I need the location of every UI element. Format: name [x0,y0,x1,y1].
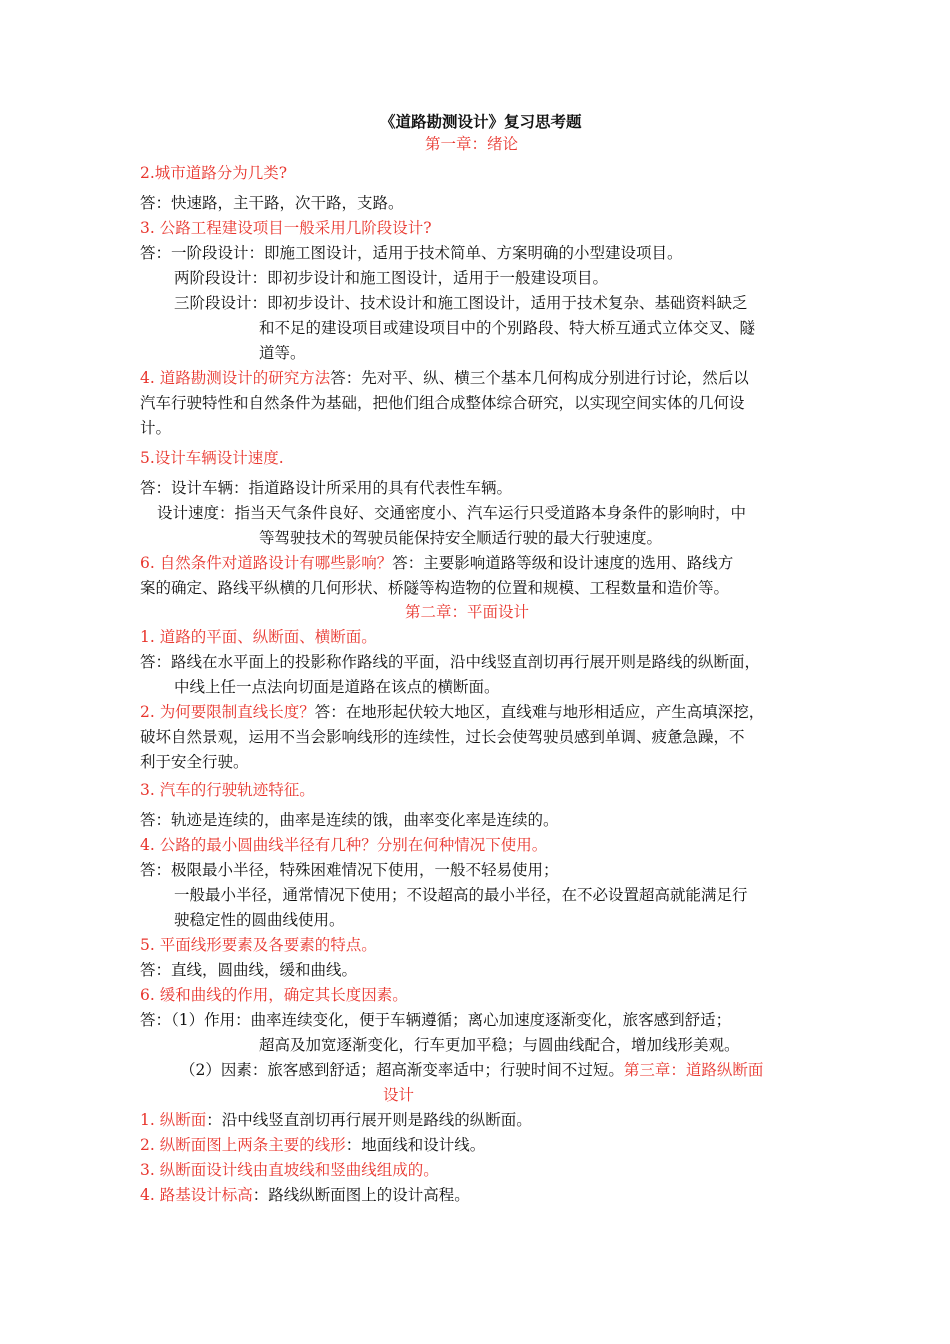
ch3-answer-2: ：地面线和设计线。 [345,1136,486,1154]
answer-3-line-4: 和不足的建设项目或建设项目中的个别路段、特大桥互通式立体交叉、隧 [259,319,756,337]
chapter-1-heading: 第一章：绪论 [425,135,519,153]
ch2-question-3: 3. 汽车的行驶轨迹特征。 [140,781,315,799]
ch2-answer-4-line-2: 一般最小半径，通常情况下使用；不设超高的最小半径，在不必设置超高就能满足行 [174,886,748,904]
ch2-question-4: 4. 公路的最小圆曲线半径有几种？分别在何种情况下使用。 [140,836,548,854]
ch2-question-2: 2. 为何要限制直线长度？ [140,703,315,721]
answer-3-line-5: 道等。 [259,344,306,362]
ch2-answer-6-line-2: 超高及加宽逐渐变化，行车更加平稳；与圆曲线配合，增加线形美观。 [259,1036,740,1054]
answer-6-part-1: 答：主要影响道路等级和设计速度的选用、路线方 [392,554,734,572]
ch3-question-4: 4. 路基设计标高 [140,1186,253,1204]
question-5: 5.设计车辆设计速度. [140,449,284,467]
ch3-qa-2 [140,1135,485,1155]
qa-4-line-1 [140,368,749,388]
answer-2: 答：快速路，主干路，次干路，支路。 [140,194,404,212]
ch3-answer-4: ：路线纵断面图上的设计高程。 [252,1186,470,1204]
ch2-answer-2-line-3: 利于安全行驶。 [140,753,249,771]
document-title: 《道路勘测设计》复习思考题 [380,113,582,131]
question-3: 3. 公路工程建设项目一般采用几阶段设计? [140,219,432,237]
ch2-answer-3: 答：轨迹是连续的，曲率是连续的饿，曲率变化率是连续的。 [140,811,559,829]
ch2-answer-1-line-2: 中线上任一点法向切面是道路在该点的横断面。 [174,678,500,696]
chapter-3-heading-part-1: 第三章：道路纵断面 [623,1061,764,1079]
qa-6-line-1 [140,553,733,573]
chapter-2-heading: 第二章：平面设计 [405,603,530,621]
ch3-qa-1 [140,1110,532,1130]
question-4: 4. 道路勘测设计的研究方法 [140,369,331,387]
ch2-answer-4-line-1: 答：极限最小半径，特殊困难情况下使用，一般不轻易使用； [140,861,559,879]
answer-4-line-2: 汽车行驶特性和自然条件为基础，把他们组合成整体综合研究，以实现空间实体的几何设 [140,394,745,412]
ch2-question-6: 6. 缓和曲线的作用，确定其长度因素。 [140,986,408,1004]
ch3-question-2: 2. 纵断面图上两条主要的线形 [140,1136,346,1154]
answer-4-line-3: 计。 [140,419,172,437]
answer-5-line-2: 设计速度：指当天气条件良好、交通密度小、汽车运行只受道路本身条件的影响时，中 [157,504,747,522]
ch2-answer-5: 答：直线，圆曲线，缓和曲线。 [140,961,358,979]
ch3-answer-1: ：沿中线竖直剖切再行展开则是路线的纵断面。 [206,1111,532,1129]
ch2-answer-6-line-1: 答：（1）作用：曲率连续变化，便于车辆遵循；离心加速度逐渐变化，旅客感到舒适； [140,1011,732,1029]
ch2-answer-4-line-3: 驶稳定性的圆曲线使用。 [174,911,345,929]
ch2-answer-2-line-2: 破坏自然景观，运用不当会影响线形的连续性，过长会使驾驶员感到单调、疲惫急躁，不 [140,728,745,746]
answer-3-line-2: 两阶段设计：即初步设计和施工图设计，适用于一般建设项目。 [174,269,609,287]
ch2-question-5: 5. 平面线形要素及各要素的特点。 [140,936,377,954]
question-2: 2.城市道路分为几类? [140,164,288,182]
answer-3-line-1: 答：一阶段设计：即施工图设计，适用于技术简单、方案明确的小型建设项目。 [140,244,683,262]
answer-3-line-3: 三阶段设计：即初步设计、技术设计和施工图设计，适用于技术复杂、基础资料缺乏 [174,294,748,312]
question-6: 6. 自然条件对道路设计有哪些影响？ [140,554,393,572]
ch2-question-1: 1. 道路的平面、纵断面、横断面。 [140,628,377,646]
answer-4-part-1: 答：先对平、纵、横三个基本几何构成分别进行讨论，然后以 [330,369,749,387]
ch2-answer-2-part-1: 答：在地形起伏较大地区，直线难与地形相适应，产生高填深挖， [314,703,765,721]
ch2-answer-1-line-1: 答：路线在水平面上的投影称作路线的平面，沿中线竖直剖切再行展开则是路线的纵断面， [140,653,761,671]
ch3-question-1: 1. 纵断面 [140,1111,207,1129]
chapter-3-heading-part-2: 设计 [383,1086,415,1104]
answer-5-line-1: 答：设计车辆：指道路设计所采用的具有代表性车辆。 [140,479,513,497]
answer-6-line-2: 案的确定、路线平纵横的几何形状、桥隧等构造物的位置和规模、工程数量和造价等。 [140,579,730,597]
ch2-answer-6-factors: （2）因素：旅客感到舒适；超高渐变率适中；行驶时间不过短。 [180,1061,624,1079]
ch2-qa-2-line-1 [140,702,764,722]
ch3-qa-4 [140,1185,470,1205]
ch3-question-3: 3. 纵断面设计线由直坡线和竖曲线组成的。 [140,1161,439,1179]
answer-5-line-3: 等驾驶技术的驾驶员能保持安全顺适行驶的最大行驶速度。 [259,529,663,547]
ch2-answer-6-line-3 [180,1060,763,1080]
